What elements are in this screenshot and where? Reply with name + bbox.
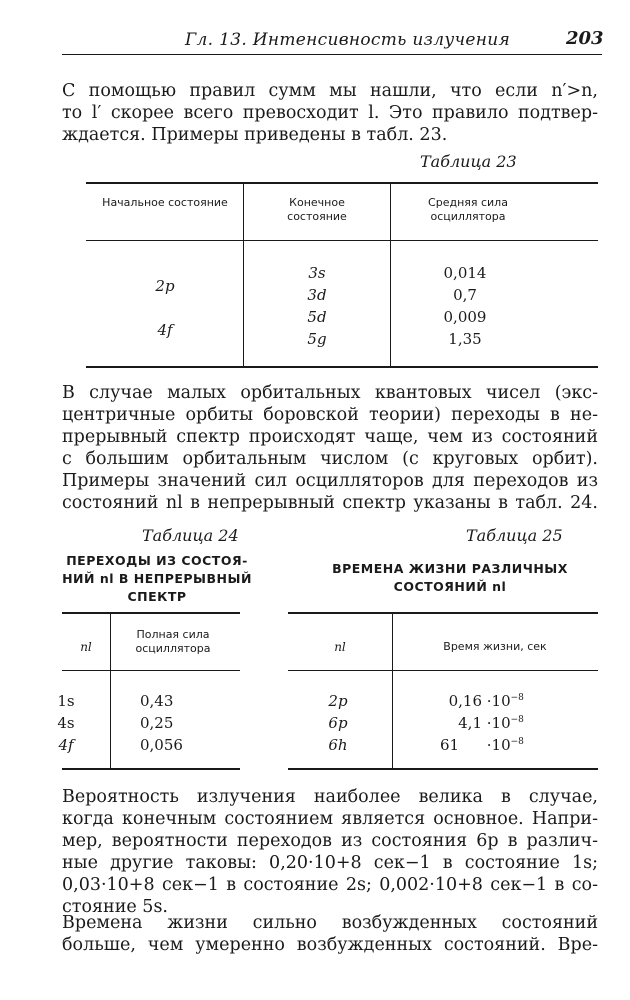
- table-23-value: 0,014: [443, 264, 487, 282]
- table-24-header-nl: nl: [80, 640, 92, 654]
- table-23-bottom-rule: [86, 366, 598, 368]
- text-line: больше, чем умеренно возбужденных состояний. Вре-: [62, 935, 598, 955]
- table-24-nl: [44, 714, 88, 732]
- text-line: Времена жизни сильно возбужденных состояний: [62, 913, 598, 933]
- table-23-divider: [243, 184, 244, 366]
- lifetime-mantissa: 0,16: [448, 692, 482, 710]
- table-24-header-rule: [62, 670, 240, 671]
- text-line: Вероятность излучения наиболее велика в случае,: [62, 787, 598, 807]
- text-line: 0,03·10+8 сек−1 в состояние 2s; 0,002·10+8 сек−1 в со-: [62, 875, 598, 895]
- text-line: центричные орбиты боровской теории) переходы в не-: [62, 405, 598, 425]
- table-24-header-strength: Полная сила осциллятора: [135, 628, 211, 655]
- text-line: то l′ скорее всего превосходит l. Это правило подтвер-: [62, 103, 598, 123]
- times-ten: ·10: [482, 714, 511, 732]
- table-25-header-nl: nl: [334, 640, 346, 654]
- table-24-value: 0,25: [140, 714, 174, 732]
- table-23-top-rule: [86, 182, 598, 184]
- table-24-title: [62, 552, 252, 606]
- table-25-nl: 6p: [328, 714, 348, 732]
- header-rule: [62, 54, 602, 55]
- table-23-final-state: 3d: [307, 286, 327, 304]
- table-24-title-line: ПЕРЕХОДЫ ИЗ СОСТОЯ-: [66, 553, 248, 568]
- table-23-initial-state: 2p: [155, 277, 175, 295]
- table-23-header-initial: Начальное состояние: [102, 196, 228, 209]
- text-line: мер, вероятности переходов из состояния 6p в различ-: [62, 831, 598, 851]
- table-25-value: [440, 714, 550, 732]
- text-line: с большим орбитальным числом (с круговых орбит).: [62, 449, 598, 469]
- table-24-value: 0,056: [140, 736, 183, 754]
- text-line: стояние 5s.: [62, 897, 168, 917]
- text-line: прерывный спектр происходят чаще, чем из состояний: [62, 427, 598, 447]
- table-23-final-state: 5d: [307, 308, 327, 326]
- table-25-top-rule: [288, 612, 598, 614]
- paragraph-3: [62, 786, 598, 918]
- table-23-header-strength: Средняя сила осциллятора: [428, 196, 508, 223]
- table-23-final-state: 3s: [308, 264, 326, 282]
- nl-value: 1s: [57, 692, 75, 710]
- text-line: ждается. Примеры приведены в табл. 23.: [62, 125, 448, 145]
- table-24-value: 0,43: [140, 692, 174, 710]
- table-24-divider: [110, 614, 111, 768]
- text-line: Примеры значений сил осцилляторов для переходов из: [62, 471, 598, 491]
- text-line: когда конечным состоянием является основное. Напри-: [62, 809, 598, 829]
- paragraph-4: [62, 912, 598, 956]
- table-25-title: [300, 560, 600, 596]
- page-number: 203: [566, 28, 604, 49]
- table-24-top-rule: [62, 612, 240, 614]
- table-25-nl: 6h: [328, 736, 348, 754]
- times-ten: ·10: [482, 692, 511, 710]
- text-line: ные другие таковы: 0,20·10+8 сек−1 в состояние 1s;: [62, 853, 598, 873]
- lifetime-exponent: −8: [510, 715, 524, 725]
- table-24-caption: Таблица 24: [142, 526, 239, 545]
- table-23-value: 0,7: [453, 286, 477, 304]
- table-23-initial-state: 4f: [157, 321, 173, 339]
- table-24-title-line: НИЙ nl В НЕПРЕРЫВНЫЙ: [62, 571, 252, 586]
- lifetime-exponent: −8: [510, 693, 524, 703]
- table-25-divider: [392, 614, 393, 768]
- table-24-title-line: СПЕКТР: [127, 589, 187, 604]
- table-23-divider: [390, 184, 391, 366]
- table-25-value: [440, 692, 550, 710]
- paragraph-2: [62, 382, 598, 514]
- text-line: состояний nl в непрерывный спектр указаны в табл. 24.: [62, 493, 598, 513]
- table-23-header-final: Конечное состояние: [287, 196, 347, 223]
- nl-value: 4s: [57, 714, 75, 732]
- running-header-title: Гл. 13. Интенсивность излучения: [185, 30, 511, 50]
- table-25-bottom-rule: [288, 768, 598, 770]
- table-24-nl: [44, 692, 88, 710]
- table-23-value: 0,009: [443, 308, 487, 326]
- lifetime-exponent: −8: [510, 737, 524, 747]
- table-25-title-line: СОСТОЯНИЙ nl: [393, 579, 507, 594]
- table-23-caption: Таблица 23: [420, 152, 517, 171]
- table-25-header-lifetime: Время жизни, сек: [443, 640, 547, 653]
- table-23-final-state: 5g: [307, 330, 327, 348]
- paragraph-1: [62, 80, 598, 146]
- text-line: С помощью правил сумм мы нашли, что если n′>n,: [62, 81, 598, 101]
- table-25-header-rule: [288, 670, 598, 671]
- table-25-title-line: ВРЕМЕНА ЖИЗНИ РАЗЛИЧНЫХ: [332, 561, 568, 576]
- lifetime-mantissa: 61: [440, 736, 460, 754]
- lifetime-mantissa: 4,1: [458, 714, 482, 732]
- table-24-bottom-rule: [62, 768, 240, 770]
- table-25-value: [440, 736, 550, 754]
- table-25-caption: Таблица 25: [466, 526, 563, 545]
- times-ten: ·10: [482, 736, 511, 754]
- nl-value: 4f: [58, 736, 74, 754]
- table-25-nl: 2p: [328, 692, 348, 710]
- table-23-value: 1,35: [448, 330, 482, 348]
- table-23-header-rule: [86, 240, 598, 241]
- table-24-nl: [44, 736, 88, 754]
- text-line: В случае малых орбитальных квантовых чисел (экс-: [62, 383, 598, 403]
